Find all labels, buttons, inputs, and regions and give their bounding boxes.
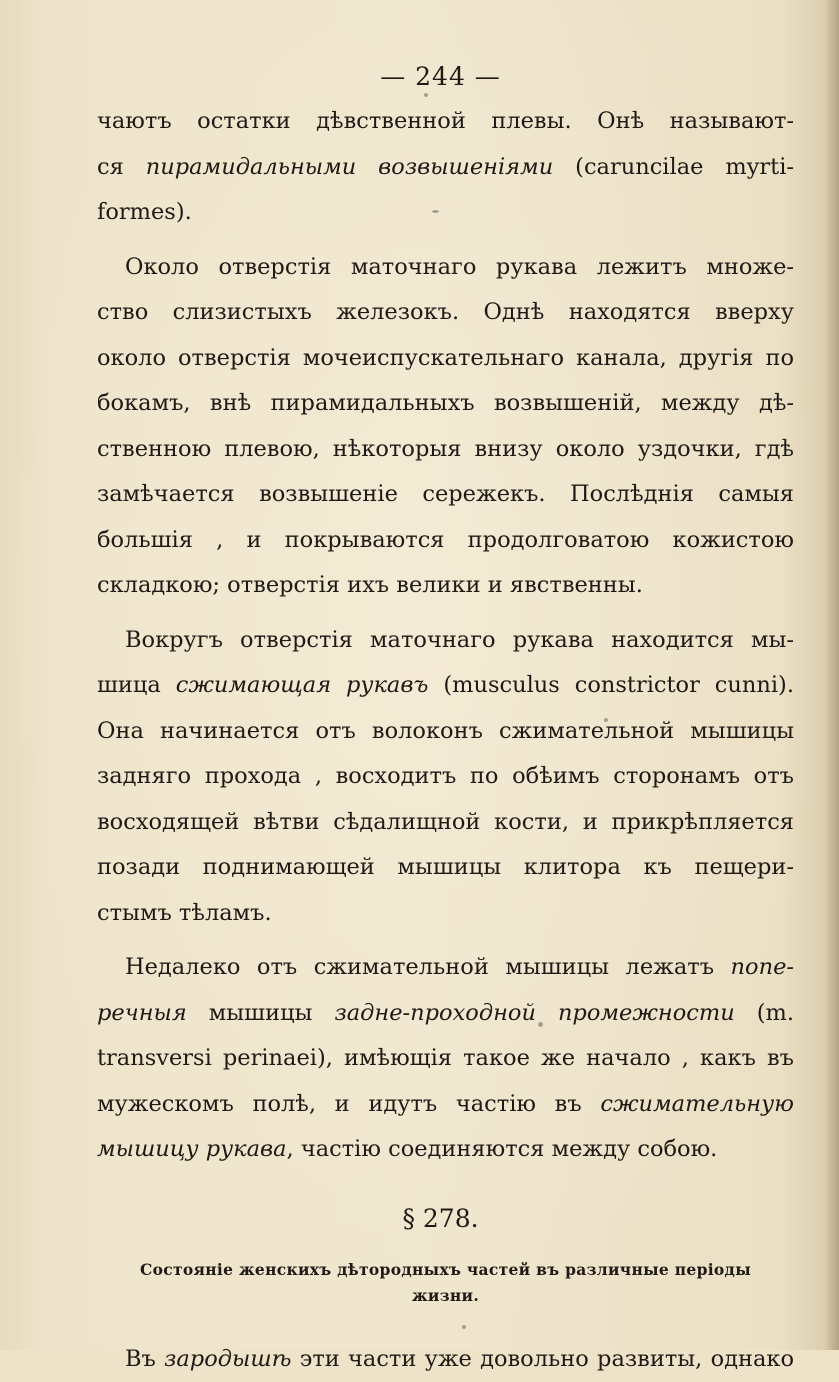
text-line: [97, 618, 794, 664]
text-line: [97, 1337, 794, 1382]
text-run: Вокругъ отверстія маточнаго рукава находится мы-: [125, 627, 794, 653]
text-run: ство слизистыхъ железокъ. Однѣ находятся вверху: [97, 299, 794, 325]
text-run: Недалеко отъ сжимательной мышицы лежатъ: [125, 954, 731, 980]
text-line: [97, 891, 794, 937]
paragraph: [97, 245, 794, 609]
text-run: восходящей вѣтви сѣдалищной кости, и прикрѣпляется: [97, 809, 794, 835]
page-edge-shadow: [825, 0, 839, 1350]
text-line: [97, 1082, 794, 1128]
paragraph-gap: [97, 609, 794, 618]
text-run: (m.: [735, 1000, 794, 1026]
text-run: transversi perinaei), имѣющія такое же начало , какъ въ: [97, 1045, 794, 1071]
body-paragraphs: [97, 99, 794, 1173]
text-run: чаютъ остатки дѣвственной плевы. Онѣ называют-: [97, 108, 794, 134]
text-run: мышицы: [187, 1000, 335, 1026]
section-heading-line: жизни.: [97, 1283, 794, 1309]
italic-term: зародышѣ: [164, 1346, 291, 1372]
paragraph: [97, 618, 794, 937]
text-line: [97, 754, 794, 800]
text-run: около отверстія мочеиспускательнаго канала, другія по: [97, 345, 794, 371]
text-line: [97, 991, 794, 1037]
text-line: [97, 190, 794, 236]
text-run: formes).: [97, 199, 192, 225]
text-line: [97, 945, 794, 991]
italic-term: мышицу рукава: [97, 1136, 287, 1162]
italic-term: попе-: [731, 954, 794, 980]
text-line: [97, 563, 794, 609]
italic-term: задне-проходной промежности: [334, 1000, 734, 1026]
text-line: [97, 472, 794, 518]
text-line: [97, 709, 794, 755]
text-run: Она начинается отъ волоконъ сжимательной мышицы: [97, 718, 794, 744]
text-run: (musculus constrictor cunni).: [428, 672, 794, 698]
paragraph: [97, 99, 794, 236]
text-run: позади поднимающей мышицы клитора къ пещери-: [97, 854, 794, 880]
text-run: задняго прохода , восходитъ по обѣимъ сторонамъ отъ: [97, 763, 794, 789]
paragraph: [97, 945, 794, 1173]
text-block: [97, 55, 794, 1382]
text-run: ся: [97, 154, 146, 180]
text-line: [97, 145, 794, 191]
italic-term: сжимательную: [600, 1091, 794, 1117]
text-line: [97, 336, 794, 382]
text-line: [97, 245, 794, 291]
text-run: Около отверстія маточнаго рукава лежитъ множе-: [125, 254, 794, 280]
text-line: [97, 290, 794, 336]
text-run: стымъ тѣламъ.: [97, 900, 272, 926]
section-heading: [97, 1257, 794, 1309]
text-line: [97, 518, 794, 564]
section-heading-line: Состояніе женскихъ дѣтородныхъ частей въ различные періоды: [97, 1257, 794, 1283]
text-run: большія , и покрываются продолговатою кожистою: [97, 527, 794, 553]
text-run: (caruncilae myrti-: [553, 154, 794, 180]
text-run: шица: [97, 672, 176, 698]
text-run: замѣчается возвышеніе сережекъ. Послѣднія самыя: [97, 481, 794, 507]
final-paragraph: [97, 1337, 794, 1382]
text-run: мужескомъ полѣ, и идутъ частію въ: [97, 1091, 600, 1117]
text-line: [97, 663, 794, 709]
text-line: [97, 1127, 794, 1173]
paragraph-gap: [97, 936, 794, 945]
text-line: [97, 845, 794, 891]
italic-term: сжимающая рукавъ: [176, 672, 429, 698]
text-line: [97, 1036, 794, 1082]
page-number: — 244 —: [87, 55, 794, 99]
text-run: складкою; отверстія ихъ велики и явственны.: [97, 572, 643, 598]
text-run: ственною плевою, нѣкоторыя внизу около уздочки, гдѣ: [97, 436, 794, 462]
italic-term: пирамидальными возвышеніями: [146, 154, 553, 180]
paragraph: [97, 1337, 794, 1382]
italic-term: речныя: [97, 1000, 187, 1026]
text-run: , частію соединяются между собою.: [287, 1136, 718, 1162]
text-line: [97, 800, 794, 846]
text-run: бокамъ, внѣ пирамидальныхъ возвышеній, между дѣ-: [97, 390, 794, 416]
paragraph-gap: [97, 236, 794, 245]
text-run: Въ: [125, 1346, 164, 1372]
section-number: § 278.: [87, 1195, 794, 1243]
text-run: эти части уже довольно развиты, однако: [292, 1346, 795, 1372]
text-line: [97, 99, 794, 145]
text-line: [97, 381, 794, 427]
text-line: [97, 427, 794, 473]
